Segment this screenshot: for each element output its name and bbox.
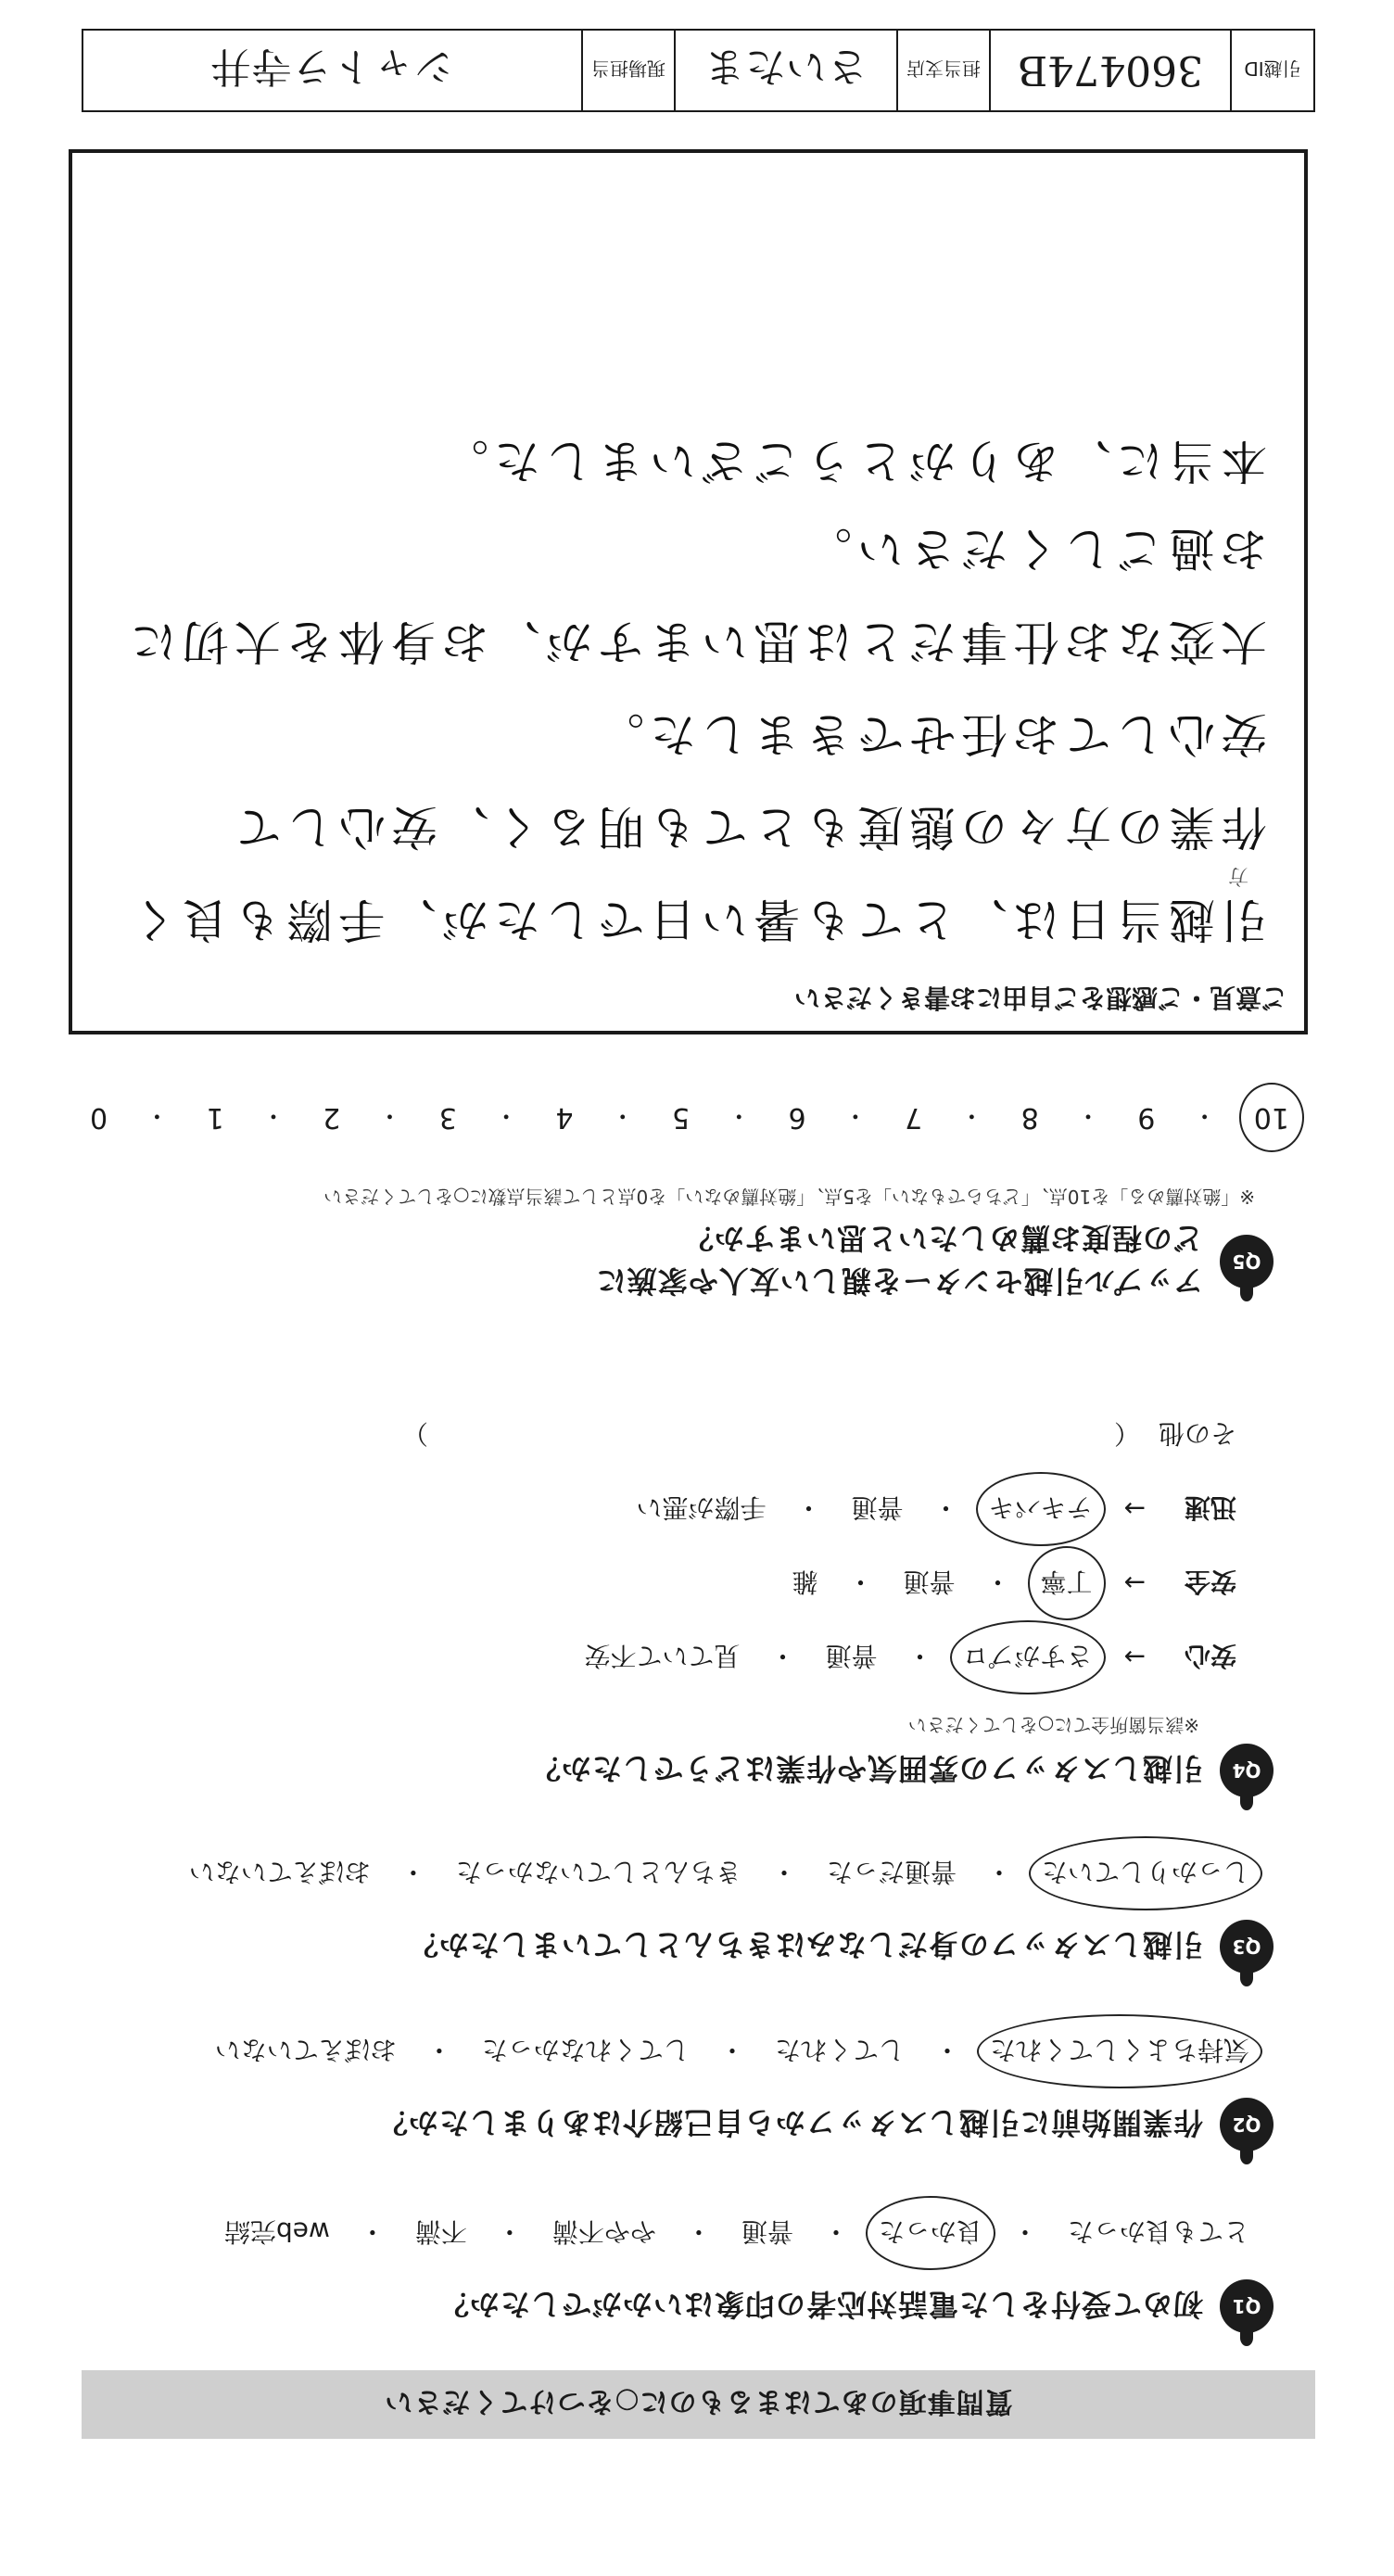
q4-text: 引越しスタッフの雰囲気や作業はどうでしたか？ <box>529 1751 1203 1786</box>
q1-option-4[interactable]: やや不満 <box>551 2216 656 2247</box>
q4-jinsoku-option-2[interactable]: 普通 <box>851 1492 904 1523</box>
manager-label: 現場担当 <box>581 31 674 110</box>
q1-option-6[interactable]: web完結 <box>223 2216 330 2247</box>
id-value[interactable]: 360474B <box>989 31 1230 110</box>
comment-line-6: 本当に、ありがとうございました。 <box>437 434 1267 488</box>
q1-badge: Q1 <box>1220 2279 1274 2333</box>
q4-anzen-option-1[interactable]: 丁寧 <box>1035 1565 1098 1602</box>
question-2 <box>209 2033 1274 2151</box>
instruction-banner: 質問事項のあてはまるものに○をつけてください <box>82 2370 1315 2439</box>
q4-row-anzen: 安全 → 丁寧 ・ 普通 ・ 雑 <box>402 1565 1236 1602</box>
question-3 <box>184 1855 1274 1973</box>
q4-jinsoku-option-1[interactable]: テキパキ <box>983 1491 1098 1528</box>
q4-anzen-option-2[interactable]: 普通 <box>903 1567 956 1597</box>
q5-text-line2: どの程度お薦めしたいと思いますか？ <box>682 1221 1203 1256</box>
scale-option-5[interactable]: 5 <box>671 1101 691 1134</box>
scale-option-10[interactable]: 10 <box>1247 1101 1297 1134</box>
question-4 <box>402 1416 1274 1797</box>
q5-badge: Q5 <box>1220 1235 1274 1288</box>
q2-option-4[interactable]: おぼえていない <box>214 2035 397 2065</box>
scale-option-4[interactable]: 4 <box>555 1101 574 1134</box>
q3-option-2[interactable]: 普通だった <box>826 1857 957 1887</box>
q3-badge: Q3 <box>1220 1920 1274 1973</box>
scale-option-2[interactable]: 2 <box>323 1101 341 1134</box>
scale-option-8[interactable]: 8 <box>1020 1101 1039 1134</box>
q1-option-1[interactable]: とても良かった <box>1067 2216 1249 2247</box>
comment-box[interactable] <box>69 149 1308 1034</box>
q4-note: ※該当箇所全てに○をしてください <box>907 1714 1199 1736</box>
q3-option-4[interactable]: おぼえていない <box>188 1857 371 1887</box>
scale-option-1[interactable]: 1 <box>206 1101 224 1134</box>
q4-other-label: その他 <box>1158 1418 1236 1449</box>
q2-option-2[interactable]: してくれた <box>774 2035 905 2065</box>
q4-row-anshin: 安心 → さすがプロ ・ 普通 ・ 見ていて不安 <box>402 1639 1236 1676</box>
arrow-right-icon: → <box>1123 1642 1146 1673</box>
scale-option-3[interactable]: 3 <box>438 1101 457 1134</box>
q2-badge: Q2 <box>1220 2098 1274 2151</box>
q4-row-jinsoku-label: 迅速 <box>1184 1492 1236 1523</box>
q4-other-paren-close: ） <box>402 1418 429 1449</box>
scale-option-7[interactable]: 7 <box>905 1101 923 1134</box>
id-label: 引越ID <box>1230 31 1313 110</box>
q4-row-anshin-label: 安心 <box>1184 1641 1236 1671</box>
q1-option-5[interactable]: 不満 <box>414 2216 467 2247</box>
q4-anzen-option-3[interactable]: 雑 <box>792 1567 818 1597</box>
q3-text: 引越しスタッフの身だしなみはきちんとしていましたか？ <box>407 1927 1203 1962</box>
store-label: 担当支店 <box>896 31 989 110</box>
q1-text: 初めて受付をした電話対応者の印象はいかがでしたか？ <box>437 2287 1203 2322</box>
q2-option-1[interactable]: 気持ちよくしてくれた <box>984 2033 1255 2070</box>
comment-line-2: 作業の方々の態度もとても明るく、安心して <box>230 800 1267 854</box>
q4-jinsoku-option-3[interactable]: 手際が悪い <box>636 1492 767 1523</box>
q5-scale: 10 ・ 9 ・ 8 ・ 7 ・ 6 ・ 5 ・ 4 ・ 3 ・ 2 ・ 1 ・ 0 <box>73 1100 1306 1135</box>
id-table <box>82 29 1315 112</box>
q4-row-anzen-label: 安全 <box>1184 1567 1236 1597</box>
store-value[interactable]: さいたま <box>674 31 896 110</box>
arrow-right-icon: → <box>1123 1493 1146 1525</box>
q5-note: ※「絶対薦める」を10点、「どちらでもない」を5点、「絶対薦めない」を0点として該当点数に○をしてください <box>323 1186 1255 1208</box>
q4-row-jinsoku: 迅速 → テキパキ ・ 普通 ・ 手際が悪い <box>402 1491 1236 1528</box>
q3-option-3[interactable]: きちんとしていなかった <box>455 1857 741 1887</box>
question-5 <box>323 1185 1274 1304</box>
q1-option-3[interactable]: 普通 <box>741 2216 793 2247</box>
arrow-right-icon: → <box>1123 1567 1146 1599</box>
q3-option-1[interactable]: しっかりしていた <box>1036 1855 1255 1892</box>
comment-line-1: 引越当日は、とても暑い日でしたが、手際も良く <box>125 893 1267 946</box>
comment-insert-mark: 方 <box>1222 864 1248 887</box>
q4-other <box>402 1416 1236 1453</box>
q2-options: 気持ちよくしてくれた ・ してくれた ・ してくれなかった ・ おぼえていない <box>209 2033 1255 2070</box>
q1-options: とても良かった ・ 良かった ・ 普通 ・ やや不満 ・ 不満 ・ web完結 <box>219 2214 1255 2252</box>
q2-option-3[interactable]: してくれなかった <box>481 2035 690 2065</box>
q5-text-line1: アップル引越センターを親しい友人や家族に <box>595 1263 1203 1299</box>
q3-options: しっかりしていた ・ 普通だった ・ きちんとしていなかった ・ おぼえていない <box>184 1855 1255 1892</box>
question-1 <box>219 2214 1274 2333</box>
scale-option-9[interactable]: 9 <box>1137 1101 1156 1134</box>
q4-anshin-option-1[interactable]: さすがプロ <box>957 1639 1098 1676</box>
comment-title: ご意見・ご感想をご自由にお書きください <box>793 983 1287 1013</box>
q1-option-2[interactable]: 良かった <box>873 2214 988 2252</box>
comment-line-5: お過ごしください。 <box>800 522 1267 576</box>
scale-option-0[interactable]: 0 <box>90 1101 108 1134</box>
scale-option-6[interactable]: 6 <box>788 1101 806 1134</box>
comment-line-3: 安心してお任せできました。 <box>592 707 1267 761</box>
manager-value[interactable]: シャトラ寺井 <box>209 43 455 90</box>
comment-line-4: 大変なお仕事だとは思いますが、お身体を大切に <box>125 615 1267 668</box>
q4-anshin-option-2[interactable]: 普通 <box>825 1641 878 1671</box>
q4-badge: Q4 <box>1220 1744 1274 1797</box>
q4-anshin-option-3[interactable]: 見ていて不安 <box>584 1641 741 1671</box>
q2-text: 作業開始前に引越しスタッフから自己紹介はありましたか？ <box>376 2105 1203 2140</box>
q4-other-paren-open: （ <box>1113 1418 1140 1449</box>
